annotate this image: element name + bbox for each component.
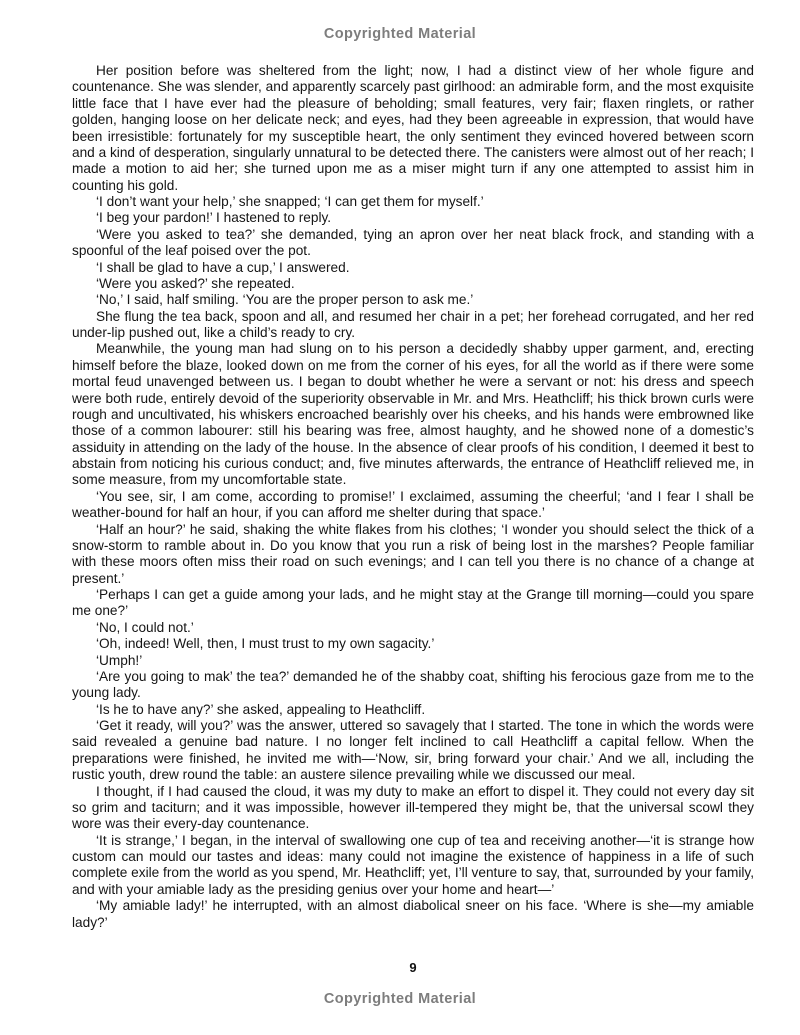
copyright-notice-bottom: Copyrighted Material: [323, 991, 477, 1007]
paragraph: ‘Oh, indeed! Well, then, I must trust to my own sagacity.’: [96, 636, 435, 652]
paragraph: ‘Half an hour?’ he said, shaking the white flakes from his clothes; ‘I wonder you should select the thick of a snow-storm to ramble about in. Do you know that you run a risk of being lost in the marshes? People familiar with these moors often miss their road on such evenings; and I can tell you there is no chance of a change at present.’: [72, 521, 754, 586]
paragraph: ‘No,’ I said, half smiling. ‘You are the proper person to ask me.’: [96, 292, 474, 308]
paragraph: ‘You see, sir, I am come, according to promise!’ I exclaimed, assuming the cheerful; ‘and I fear I shall be weather-bound for half an hour, if you can afford me shelter during that space.’: [72, 488, 754, 521]
paragraph: ‘I don’t want your help,’ she snapped; ‘I can get them for myself.’: [96, 194, 484, 209]
copyright-notice-top: Copyrighted Material: [323, 26, 477, 42]
paragraph: ‘I shall be glad to have a cup,’ I answered.: [96, 259, 350, 275]
paragraph: Meanwhile, the young man had slung on to his person a decidedly shabby upper garment, and, erecting himself before the blaze, looked down on me from the corner of his eyes, for all the world as if there were some mortal feud unavenged between us. I began to doubt whether he were a servant or not: his dress and speech were both rude, entirely devoid of the superiority observable in Mr. and Mrs. Heathcliff; his thick brown curls were rough and uncultivated, his whiskers encroached bearishly over his cheeks, and his hands were embrowned like those of a common labourer: still his bearing was free, almost haughty, and he showed none of a domestic’s assiduity in attending on the lady of the house. In the absence of clear proofs of his condition, I deemed it best to abstain from noticing his curious conduct; and, five minutes afterwards, the entrance of Heathcliff relieved me, in some measure, from my uncomfortable state.: [72, 341, 754, 488]
paragraph: ‘Were you asked to tea?’ she demanded, tying an apron over her neat black frock, and standing with a spoonful of the leaf poised over the pot.: [72, 226, 754, 259]
paragraph: ‘Are you going to mak’ the tea?’ demanded he of the shabby coat, shifting his ferocious gaze from me to the young lady.: [72, 668, 754, 701]
paragraph: ‘Perhaps I can get a guide among your lads, and he might stay at the Grange till morning—could you spare me one?’: [72, 587, 754, 619]
paragraph: ‘Were you asked?’ she repeated.: [96, 275, 295, 291]
paragraph: Her position before was sheltered from the light; now, I had a distinct view of her whole figure and countenance. She was slender, and apparently scarcely past girlhood: an admirable form, and the most exquisite little face that I have ever had the pleasure of beholding; small features, very fair; flaxen ringlets, or rather golden, hanging loose on her delicate neck; and eyes, had they been agreeable in expression, that would have been irresistible: fortunately for my susceptible heart, the only sentiment they evinced hovered between scorn and a kind of desperation, singularly unnatural to be detected there. The canisters were almost out of her reach; I made a motion to aid her; she turned upon me as a miser might turn if any one attempted to assist him in counting his gold.: [72, 63, 754, 193]
paragraph: ‘It is strange,’ I began, in the interval of swallowing one cup of tea and receiving another—‘it is strange how custom can mould our tastes and ideas: many could not imagine the existence of happiness in a life of such complete exile from the world as you spend, Mr. Heathcliff; yet, I’ll venture to say, that, surrounded by your family, and with your amiable lady as the presiding genius over your home and heart—’: [72, 832, 754, 897]
page-number: 9: [409, 960, 417, 975]
paragraph: ‘No, I could not.’: [96, 619, 194, 635]
page-body: [72, 63, 754, 931]
paragraph: She flung the tea back, spoon and all, and resumed her chair in a pet; her forehead corrugated, and her red under-lip pushed out, like a child’s ready to cry.: [72, 308, 754, 340]
paragraph: ‘Umph!’: [96, 652, 143, 668]
paragraph: ‘I beg your pardon!’ I hastened to reply.: [96, 210, 332, 226]
paragraph: ‘My amiable lady!’ he interrupted, with an almost diabolical sneer on his face. ‘Where is she—my amiable lady?’: [72, 898, 754, 930]
paragraph: ‘Is he to have any?’ she asked, appealing to Heathcliff.: [96, 701, 426, 717]
paragraph: ‘Get it ready, will you?’ was the answer, uttered so savagely that I started. The tone in which the words were said revealed a genuine bad nature. I no longer felt inclined to call Heathcliff a capital fellow. When the preparations were finished, he invited me with—‘Now, sir, bring forward your chair.’ And we all, including the rustic youth, drew round the table: an austere silence prevailing while we discussed our meal.: [72, 718, 754, 783]
paragraph: I thought, if I had caused the cloud, it was my duty to make an effort to dispel it. They could not every day sit so grim and taciturn; and it was impossible, however ill-tempered they might be, that the universal scowl they wore was their every-day countenance.: [72, 783, 754, 832]
